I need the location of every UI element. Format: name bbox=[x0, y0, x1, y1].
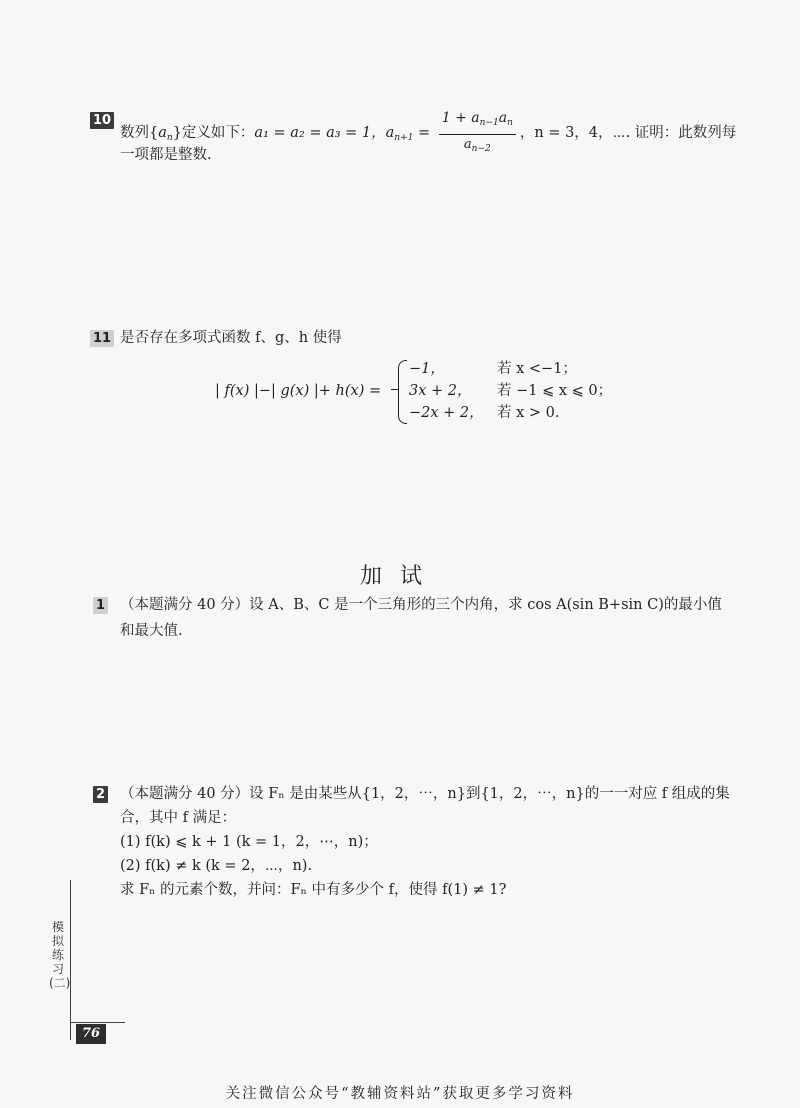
question-2-badge: 2 bbox=[93, 786, 108, 803]
p10-frac-sub2: n bbox=[507, 118, 513, 128]
p11-case1-expr: −1， bbox=[409, 361, 445, 377]
question-2-line4: (2) f(k) ≠ k (k = 2，⋯，n). bbox=[120, 858, 313, 874]
p11-case3-cond: 若 x > 0. bbox=[497, 405, 560, 421]
p11-brace bbox=[398, 360, 407, 424]
p10-cond: ，n = 3，4，⋯. 证明：此数列每 bbox=[519, 125, 737, 141]
footer-note: 关注微信公众号“教辅资料站”获取更多学习资料 bbox=[225, 1086, 575, 1102]
problem-10-line1 bbox=[120, 109, 736, 157]
p10-an1: a bbox=[385, 125, 395, 141]
p10-eq: = bbox=[413, 125, 435, 141]
p11-case1-cond: 若 x <−1； bbox=[497, 361, 577, 377]
p10-def: }定义如下： bbox=[172, 125, 255, 141]
question-1-line1: （本题满分 40 分）设 A、B、C 是一个三角形的三个内角，求 cos A(sin B+sin C)的最小值 bbox=[120, 597, 722, 613]
p10-frac-num-text: 1 + a bbox=[441, 110, 480, 126]
question-1-badge: 1 bbox=[93, 597, 108, 614]
page-number: 76 bbox=[76, 1024, 106, 1044]
p10-seq-eq: a₁ = a₂ = a₃ = 1， bbox=[254, 125, 386, 141]
question-1-line2: 和最大值. bbox=[120, 623, 183, 639]
p11-brace-tip bbox=[391, 389, 399, 390]
p10-fraction bbox=[439, 109, 516, 157]
page-rule bbox=[70, 1022, 125, 1023]
p10-frac-den-sub: n−2 bbox=[471, 144, 491, 154]
sidebar-label: 模拟练习(二) bbox=[49, 920, 71, 990]
problem-10-badge: 10 bbox=[90, 112, 114, 129]
p10-frac-den-text: a bbox=[463, 137, 472, 152]
p10-n-sub: n bbox=[166, 133, 173, 143]
p11-case2-expr: 3x + 2， bbox=[409, 383, 472, 399]
p11-lhs: | f(x) |−| g(x) |+ h(x) = bbox=[215, 383, 382, 399]
question-2-line3: (1) f(k) ⩽ k + 1 (k = 1，2，⋯，n)； bbox=[120, 834, 378, 850]
p10-an: a bbox=[158, 125, 167, 141]
problem-10-line2: 一项都是整数. bbox=[120, 147, 212, 163]
p10-frac-a: a bbox=[498, 110, 508, 126]
p11-case3-expr: −2x + 2， bbox=[409, 405, 484, 421]
question-2-line1: （本题满分 40 分）设 Fₙ 是由某些从{1，2，⋯，n}到{1，2，⋯，n}的一一对应 f 组成的集 bbox=[120, 786, 730, 802]
p10-frac-num bbox=[439, 109, 516, 135]
sidebar-rule bbox=[70, 880, 71, 1040]
question-2-line5: 求 Fₙ 的元素个数，并问：Fₙ 中有多少个 f，使得 f(1) ≠ 1? bbox=[120, 882, 507, 898]
question-2-line2: 合，其中 f 满足： bbox=[120, 810, 237, 826]
problem-11-line1: 是否存在多项式函数 f、g、h 使得 bbox=[120, 330, 342, 346]
p10-n1-sub: n+1 bbox=[394, 133, 414, 143]
problem-11-badge: 11 bbox=[90, 330, 114, 347]
p10-frac-sub1: n−1 bbox=[479, 118, 499, 128]
p10-frac-den bbox=[439, 135, 516, 157]
p11-case2-cond: 若 −1 ⩽ x ⩽ 0； bbox=[497, 383, 613, 399]
p10-intro: 数列{ bbox=[120, 125, 159, 141]
section-title: 加试 bbox=[359, 564, 440, 589]
